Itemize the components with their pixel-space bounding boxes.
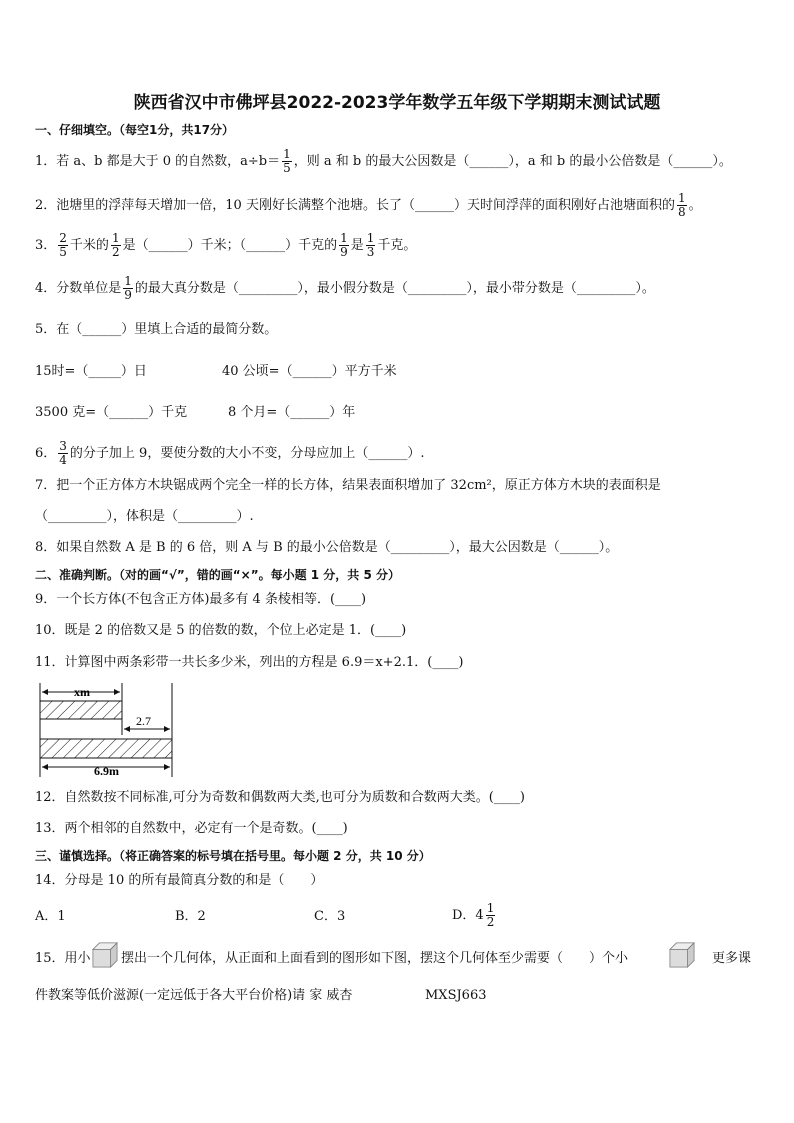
- question-8: 8．如果自然数 A 是 B 的 6 倍，则 A 与 B 的最小公倍数是（_________），最大公因数是（______）。: [35, 540, 619, 555]
- q2-text-b: 。: [688, 198, 702, 213]
- label-6-9m: 6.9m: [94, 764, 119, 778]
- question-12: 12．自然数按不同标准,可分为奇数和偶数两大类,也可分为质数和合数两大类。(____): [35, 790, 525, 805]
- question-14: 14．分母是 10 的所有最简真分数的和是（ ）: [35, 873, 324, 888]
- question-7a: 7．把一个正方体方木块锯成两个完全一样的长方体，结果表面积增加了 32cm²，原正方体方木块的表面积是: [35, 478, 661, 493]
- fraction: $\frac{3}{4}$: [59, 439, 67, 467]
- question-7b: （_________），体积是（_________）.: [35, 509, 254, 524]
- question-15-end: 更多课: [712, 951, 752, 966]
- option-a: A．1: [35, 909, 66, 924]
- question-13: 13．两个相邻的自然数中，必定有一个是奇数。(____): [35, 821, 348, 836]
- fraction: $\frac{1}{3}$: [366, 231, 375, 259]
- fraction: $\frac{1}{2}$: [111, 231, 120, 259]
- question-4: 4．分数单位是 $\frac{1}{9}$ 的最大真分数是（_________），最小假分数是（_________），最小带分数是（_________）。: [35, 274, 655, 302]
- ribbon-long: [40, 739, 172, 758]
- section-3-heading: 三、谨慎选择。（将正确答案的标号填在括号里。每小题 2 分，共 10 分）: [35, 849, 431, 863]
- fraction: $\frac{1}{8}$: [677, 191, 686, 219]
- page-title: 陕西省汉中市佛坪县2022-2023学年数学五年级下学期期末测试试题: [133, 93, 661, 113]
- question-9: 9．一个长方体(不包含正方体)最多有 4 条棱相等．(____): [35, 592, 367, 607]
- fraction: $\frac{1}{2}$: [486, 901, 495, 929]
- q1-text-a: 1．若 a、b 都是大于 0 的自然数，a÷b＝: [35, 154, 281, 169]
- question-5: 5．在（______）里填上合适的最简分数。: [35, 322, 278, 337]
- question-6: 6． $\frac{3}{4}$ 的分子加上 9，要使分数的大小不变，分母应加上（______）.: [35, 439, 425, 467]
- q1-text-b: ，则 a 和 b 的最大公因数是（______），a 和 b 的最小公倍数是（______）。: [293, 154, 732, 169]
- question-3: 3． $\frac{2}{5}$ 千米的 $\frac{1}{2}$ 是（______）千米；（______）千克的 $\frac{1}{9}$ 是 $\frac{1}{3}$ 千克。: [35, 231, 417, 259]
- ribbon-diagram: [36, 683, 178, 779]
- watermark-code: MXSJ663: [425, 988, 487, 1003]
- option-d: D．4 $\frac{1}{2}$: [452, 901, 495, 929]
- section-2-heading: 二、准确判断。（对的画“√”，错的画“×”。每小题 1 分，共 5 分）: [35, 568, 401, 582]
- question-11: 11．计算图中两条彩带一共长多少米，列出的方程是 6.9＝x+2.1．(____): [35, 655, 464, 670]
- label-xm: xm: [74, 685, 90, 699]
- q2-text-a: 2．池塘里的浮萍每天增加一倍，10 天刚好长满整个池塘。长了（______）天时间浮萍的面积刚好占池塘面积的: [35, 198, 675, 213]
- option-c: C．3: [314, 909, 346, 924]
- watermark-text: 件教案等低价滋源(一定远低于各大平台价格)请 家 威杏: [35, 988, 353, 1003]
- ribbon-short: [40, 701, 122, 719]
- fraction: $\frac{1}{5}$: [283, 147, 291, 175]
- question-15-middle: 摆出一个几何体，从正面和上面看到的图形如下图，摆这个几何体至少需要（ ）个小: [121, 951, 629, 966]
- question-1: [35, 148, 732, 175]
- question-5b: 40 公顷=（______）平方千米: [222, 364, 397, 379]
- option-b: B．2: [175, 909, 206, 924]
- question-2: [35, 192, 702, 219]
- section-1-heading: 一、仔细填空。（每空1分，共17分）: [35, 123, 235, 137]
- small-cube-icon: [92, 942, 118, 968]
- fraction: $\frac{2}{5}$: [59, 231, 67, 259]
- question-5c: 3500 克=（______）千克: [35, 405, 188, 420]
- question-5d: 8 个月=（______）年: [228, 405, 356, 420]
- label-2-7: 2.7: [136, 714, 151, 728]
- fraction: $\frac{1}{9}$: [124, 274, 132, 302]
- fraction: $\frac{1}{9}$: [340, 231, 348, 259]
- question-5a: 15时=（_____）日: [35, 364, 147, 379]
- small-cube-icon: [669, 942, 695, 968]
- question-10: 10．既是 2 的倍数又是 5 的倍数的数，个位上必定是 1．(____): [35, 623, 407, 638]
- question-15-start: 15．用小: [35, 951, 91, 966]
